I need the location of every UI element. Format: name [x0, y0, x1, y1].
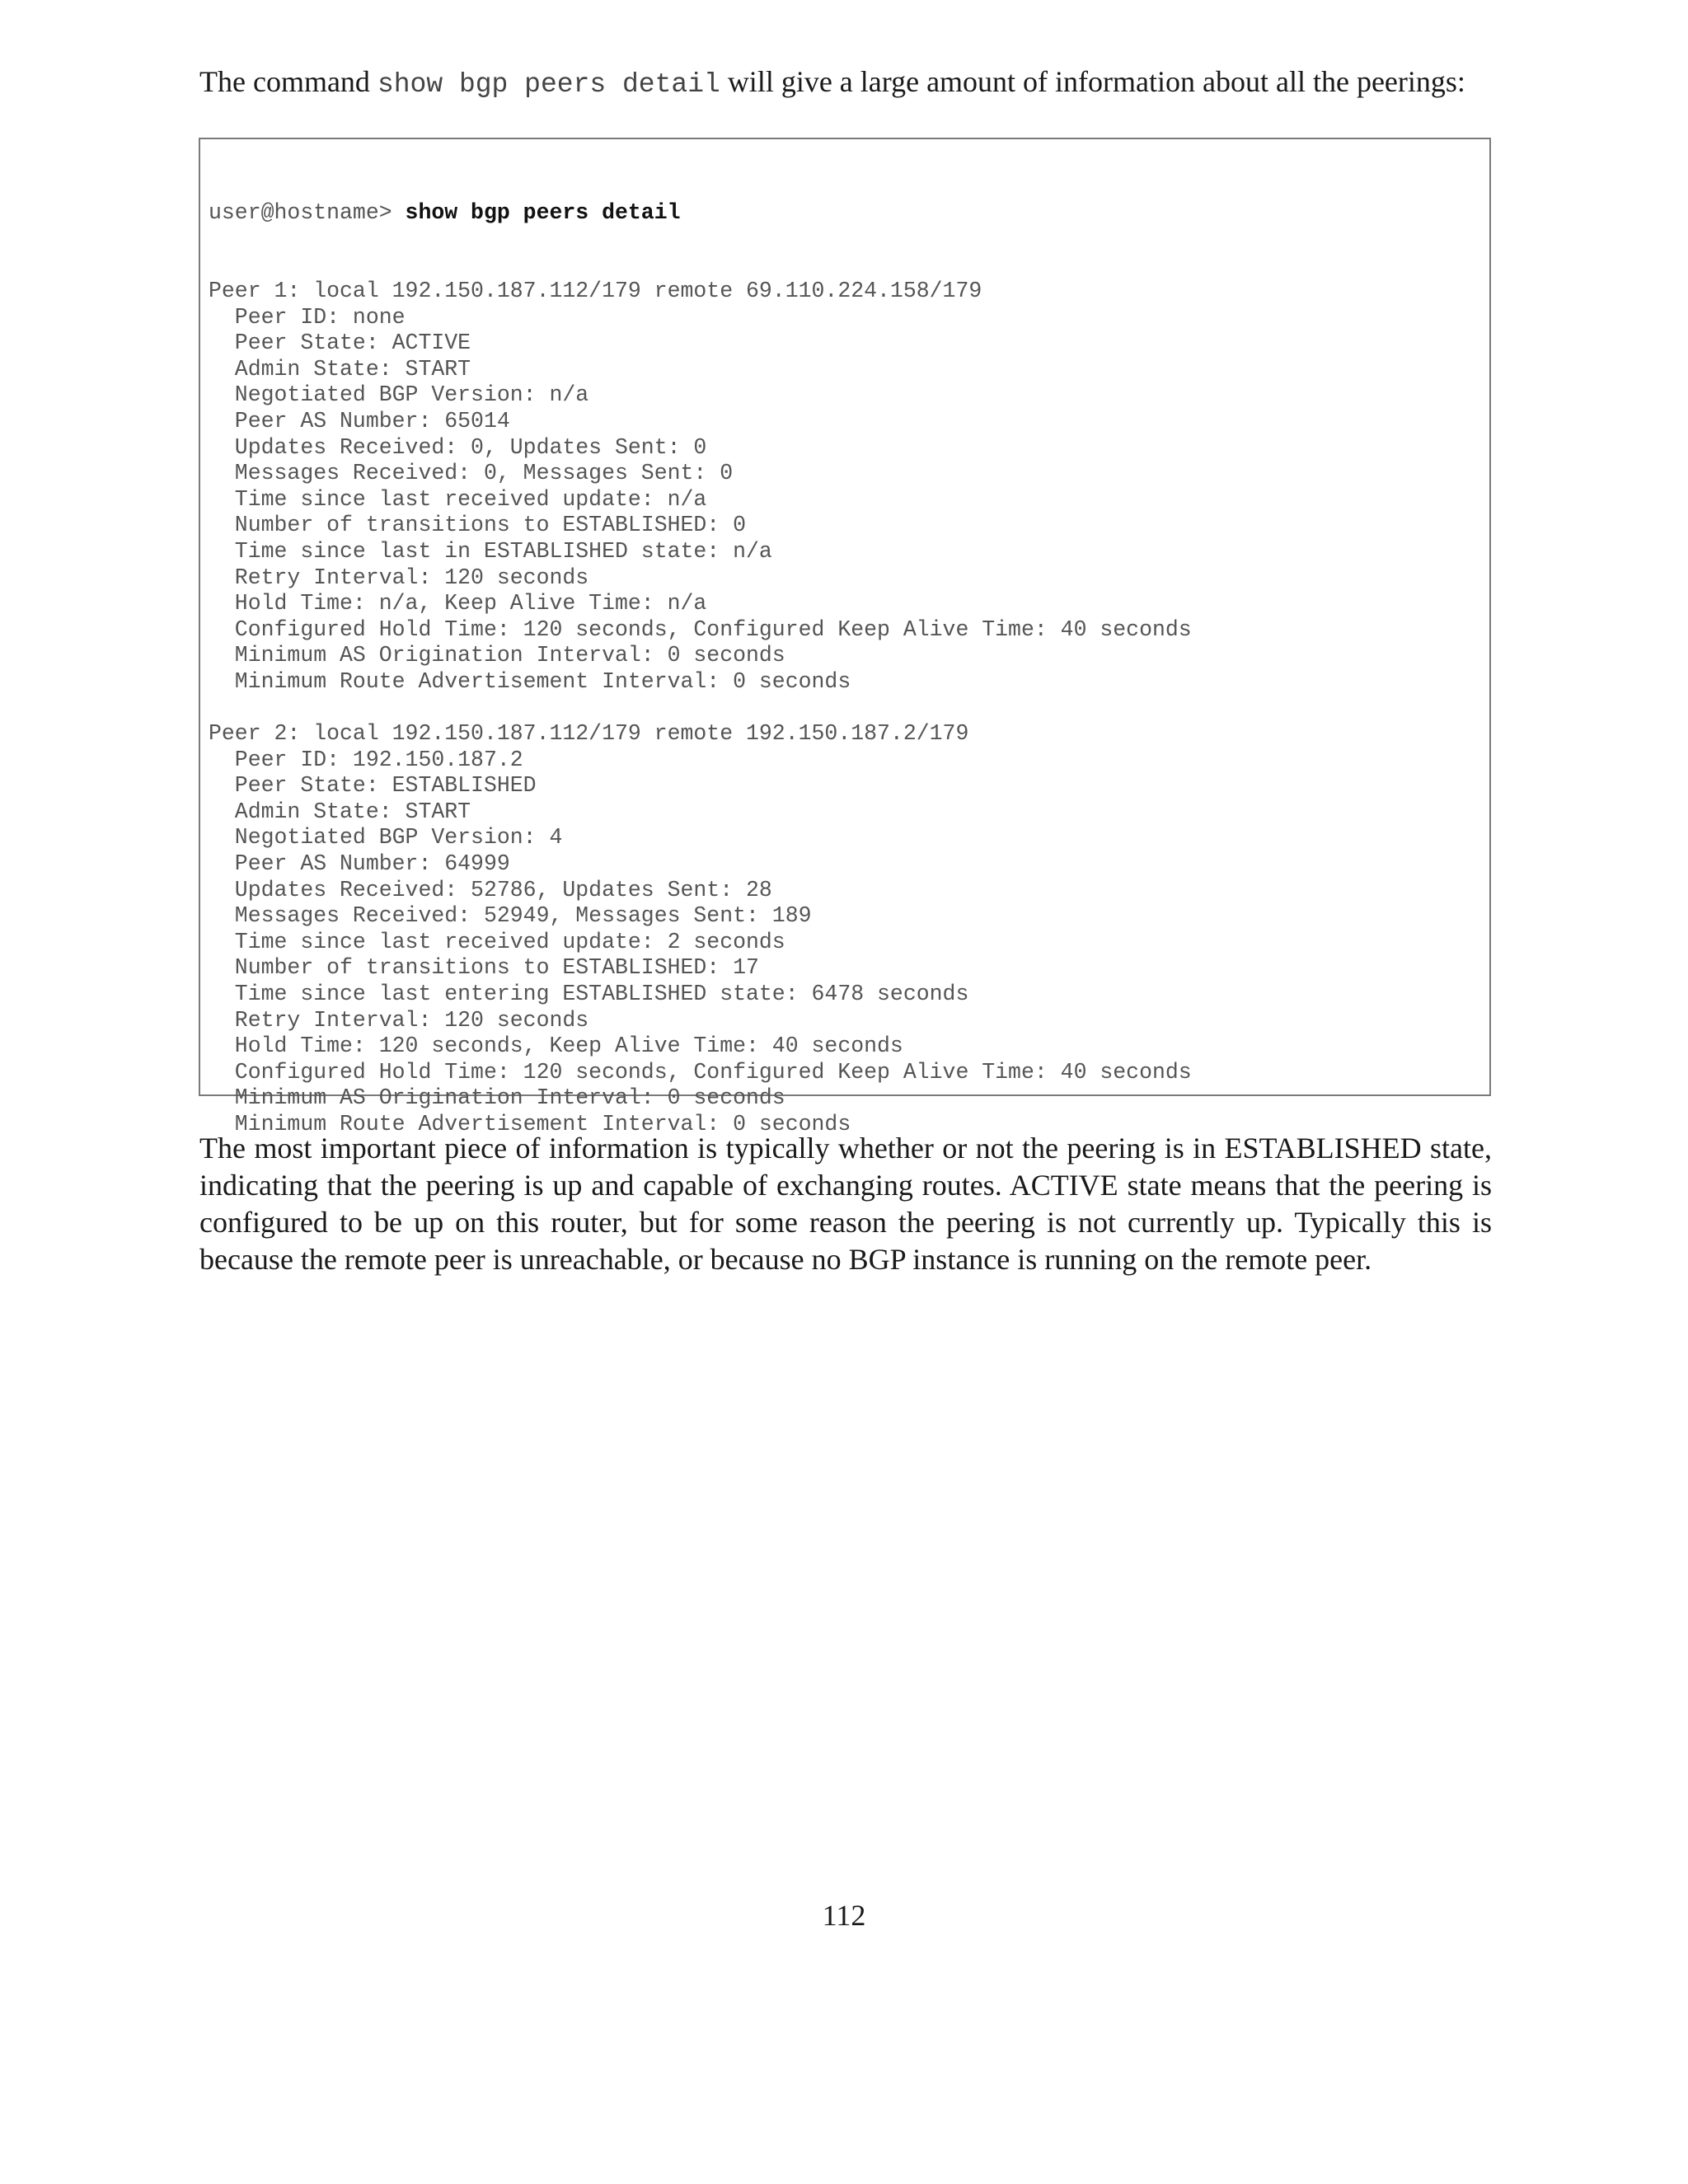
terminal-lines — [209, 279, 1192, 1138]
terminal-output — [209, 148, 1192, 1190]
body-paragraph: The most important piece of information is typically whether or not the peering is in ESTABLISHED state, indicating that the peering is up and capable of exchanging routes. ACTIVE state means that the peering is configured to be up on this router, but for some reason the peering is not currently up. Typically this is because the remote peer is unreachable, or because no BGP instance is running on the remote peer. — [199, 1132, 1492, 1276]
terminal-line: Messages Received: 52949, Messages Sent: 189 — [209, 903, 812, 929]
terminal-line: Number of transitions to ESTABLISHED: 0 — [209, 513, 747, 538]
terminal-line: Time since last entering ESTABLISHED state: 6478 seconds — [209, 982, 969, 1006]
terminal-output-box — [199, 138, 1491, 1137]
terminal-line: Configured Hold Time: 120 seconds, Configured Keep Alive Time: 40 seconds — [209, 616, 1192, 642]
terminal-line — [209, 695, 1192, 721]
terminal-line: Peer ID: 192.150.187.2 — [209, 747, 523, 772]
terminal-line: Negotiated BGP Version: 4 — [209, 825, 563, 851]
terminal-prompt-line — [209, 200, 1192, 227]
terminal-line: Messages Received: 0, Messages Sent: 0 — [209, 461, 734, 486]
terminal-line: Hold Time: n/a, Keep Alive Time: n/a — [209, 591, 707, 616]
terminal-line: Minimum AS Origination Interval: 0 seconds — [209, 1085, 785, 1111]
intro-text-after: will give a large amount of information about all the peerings: — [720, 65, 1465, 98]
terminal-line: Peer AS Number: 64999 — [209, 851, 510, 877]
terminal-line: Peer AS Number: 65014 — [209, 408, 510, 434]
terminal-line: Configured Hold Time: 120 seconds, Configured Keep Alive Time: 40 seconds — [209, 1059, 1192, 1085]
inline-command: show bgp peers detail — [377, 69, 720, 100]
terminal-line: Minimum Route Advertisement Interval: 0 seconds — [209, 1111, 851, 1137]
terminal-line: Negotiated BGP Version: n/a — [209, 382, 589, 408]
terminal-line: Minimum AS Origination Interval: 0 seconds — [209, 643, 785, 668]
terminal-line: Peer ID: none — [209, 304, 406, 330]
terminal-line: Time since last in ESTABLISHED state: n/a — [209, 538, 772, 564]
terminal-line: Time since last received update: 2 seconds — [209, 929, 785, 954]
terminal-line: Peer 1: local 192.150.187.112/179 remote 69.110.224.158/179 — [209, 278, 982, 303]
terminal-command: show bgp peers detail — [405, 200, 681, 226]
terminal-prompt: user@hostname> — [209, 200, 406, 226]
intro-text-before: The command — [199, 65, 377, 98]
terminal-line: Minimum Route Advertisement Interval: 0 seconds — [209, 668, 851, 694]
terminal-line: Updates Received: 52786, Updates Sent: 28 — [209, 877, 772, 902]
terminal-line: Hold Time: 120 seconds, Keep Alive Time: 40 seconds — [209, 1033, 903, 1059]
terminal-line: Time since last received update: n/a — [209, 486, 707, 512]
terminal-line: Admin State: START — [209, 356, 471, 382]
terminal-line: Retry Interval: 120 seconds — [209, 1007, 589, 1033]
terminal-line: Peer State: ESTABLISHED — [209, 773, 537, 799]
terminal-line: Peer 2: local 192.150.187.112/179 remote 192.150.187.2/179 — [209, 721, 969, 747]
terminal-line: Retry Interval: 120 seconds — [209, 565, 589, 590]
page-number: 112 — [822, 1899, 866, 1932]
terminal-line: Peer State: ACTIVE — [209, 330, 471, 356]
intro-sentence — [199, 59, 1493, 107]
terminal-line: Updates Received: 0, Updates Sent: 0 — [209, 434, 707, 460]
terminal-line: Admin State: START — [209, 799, 471, 824]
terminal-line: Number of transitions to ESTABLISHED: 17 — [209, 955, 759, 981]
